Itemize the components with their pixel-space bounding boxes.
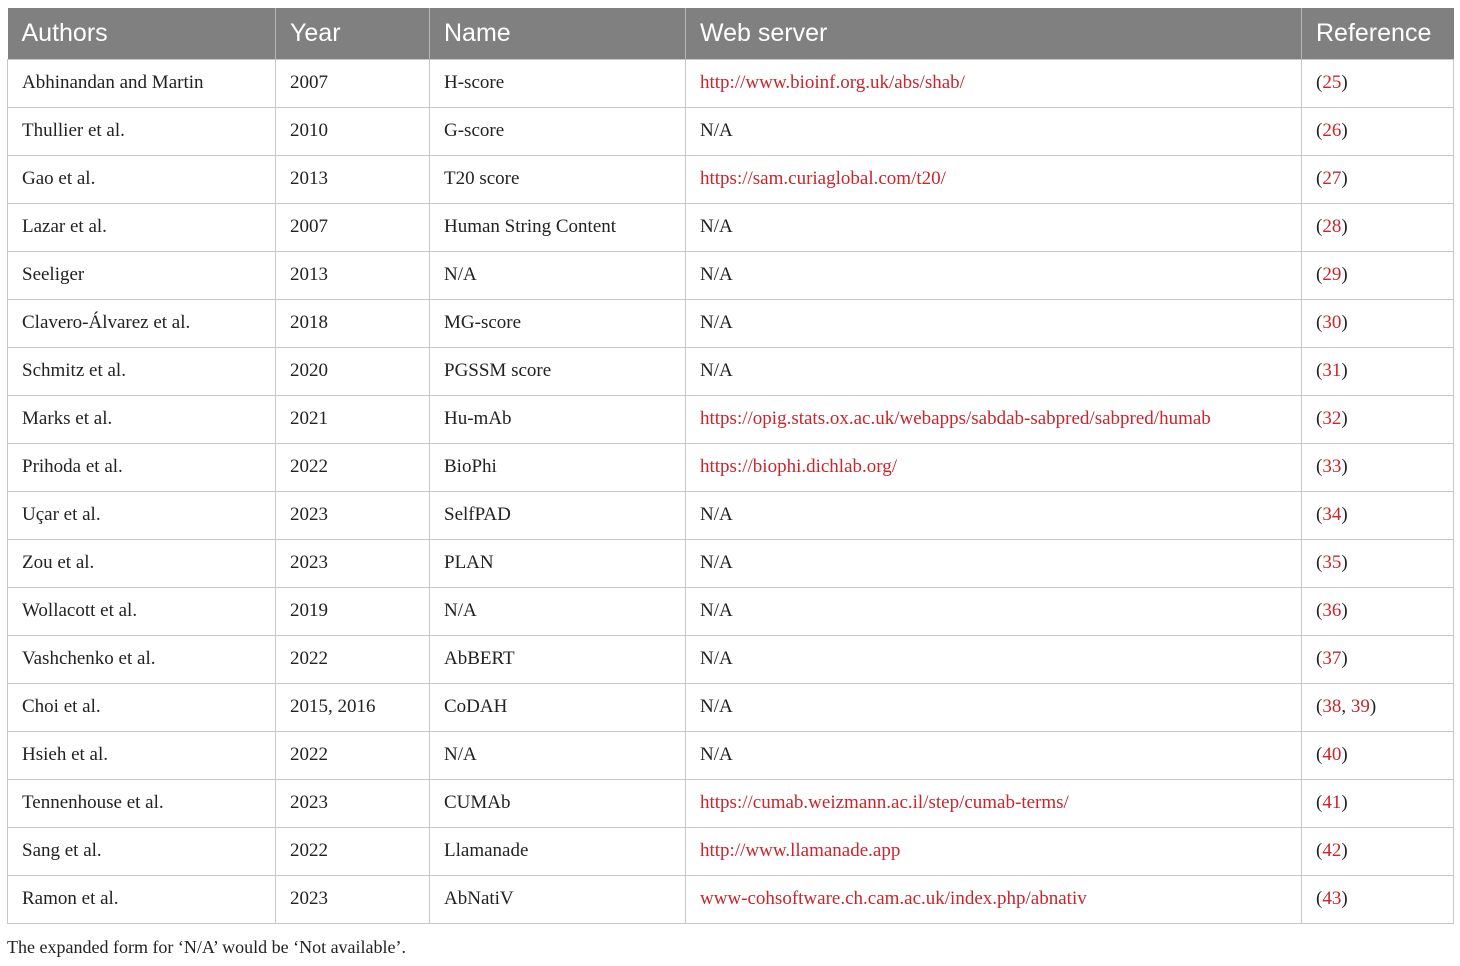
cell-web-server-link[interactable]: https://sam.curiaglobal.com/t20/ xyxy=(686,155,1302,203)
table-row xyxy=(8,683,1454,731)
cell-reference: (26) xyxy=(1302,107,1454,155)
cell-web-server: N/A xyxy=(686,539,1302,587)
cell-name: PLAN xyxy=(430,539,686,587)
cell-name: CoDAH xyxy=(430,683,686,731)
header-year: Year xyxy=(276,8,430,59)
reference-link[interactable]: 42 xyxy=(1322,840,1342,861)
cell-authors: Lazar et al. xyxy=(8,203,276,251)
cell-authors: Zou et al. xyxy=(8,539,276,587)
table-row xyxy=(8,779,1454,827)
reference-link[interactable]: 32 xyxy=(1322,408,1342,429)
cell-reference: (36) xyxy=(1302,587,1454,635)
table-container xyxy=(7,8,1453,924)
table-row xyxy=(8,203,1454,251)
cell-name: N/A xyxy=(430,587,686,635)
table-row xyxy=(8,59,1454,107)
reference-link[interactable]: 28 xyxy=(1322,216,1342,237)
cell-web-server: N/A xyxy=(686,107,1302,155)
cell-reference: (35) xyxy=(1302,539,1454,587)
cell-name: Llamanade xyxy=(430,827,686,875)
table-row xyxy=(8,443,1454,491)
cell-web-server: N/A xyxy=(686,635,1302,683)
cell-year: 2022 xyxy=(276,635,430,683)
cell-year: 2013 xyxy=(276,155,430,203)
table-row xyxy=(8,875,1454,923)
cell-name: AbNatiV xyxy=(430,875,686,923)
header-reference: Reference xyxy=(1302,8,1454,59)
reference-link[interactable]: 33 xyxy=(1322,456,1342,477)
reference-link[interactable]: 36 xyxy=(1322,600,1342,621)
cell-reference: (42) xyxy=(1302,827,1454,875)
table-row xyxy=(8,539,1454,587)
cell-reference: (43) xyxy=(1302,875,1454,923)
table-row xyxy=(8,587,1454,635)
cell-authors: Abhinandan and Martin xyxy=(8,59,276,107)
methods-table xyxy=(7,8,1454,924)
cell-authors: Prihoda et al. xyxy=(8,443,276,491)
header-web-server: Web server xyxy=(686,8,1302,59)
cell-name: N/A xyxy=(430,251,686,299)
cell-year: 2010 xyxy=(276,107,430,155)
cell-reference: (27) xyxy=(1302,155,1454,203)
reference-link[interactable]: 40 xyxy=(1322,744,1342,765)
table-row xyxy=(8,827,1454,875)
cell-web-server-link[interactable]: https://opig.stats.ox.ac.uk/webapps/sabdab-sabpred/sabpred/humab xyxy=(686,395,1302,443)
cell-name: AbBERT xyxy=(430,635,686,683)
cell-authors: Schmitz et al. xyxy=(8,347,276,395)
cell-authors: Thullier et al. xyxy=(8,107,276,155)
cell-authors: Seeliger xyxy=(8,251,276,299)
cell-web-server-link[interactable]: http://www.llamanade.app xyxy=(686,827,1302,875)
cell-name: G-score xyxy=(430,107,686,155)
reference-link[interactable]: 37 xyxy=(1322,648,1342,669)
cell-web-server: N/A xyxy=(686,251,1302,299)
reference-link[interactable]: 29 xyxy=(1322,264,1342,285)
table-row xyxy=(8,347,1454,395)
cell-name: SelfPAD xyxy=(430,491,686,539)
cell-authors: Clavero-Álvarez et al. xyxy=(8,299,276,347)
cell-reference: (41) xyxy=(1302,779,1454,827)
cell-name: H-score xyxy=(430,59,686,107)
cell-authors: Hsieh et al. xyxy=(8,731,276,779)
reference-link[interactable]: 39 xyxy=(1350,696,1370,717)
cell-authors: Vashchenko et al. xyxy=(8,635,276,683)
header-name: Name xyxy=(430,8,686,59)
cell-year: 2020 xyxy=(276,347,430,395)
cell-year: 2023 xyxy=(276,539,430,587)
cell-name: PGSSM score xyxy=(430,347,686,395)
cell-authors: Choi et al. xyxy=(8,683,276,731)
cell-name: Hu-mAb xyxy=(430,395,686,443)
cell-year: 2007 xyxy=(276,59,430,107)
cell-year: 2022 xyxy=(276,827,430,875)
reference-link[interactable]: 26 xyxy=(1322,120,1342,141)
cell-name: BioPhi xyxy=(430,443,686,491)
cell-name: CUMAb xyxy=(430,779,686,827)
cell-reference: (37) xyxy=(1302,635,1454,683)
reference-link[interactable]: 38 xyxy=(1322,696,1342,717)
cell-authors: Ramon et al. xyxy=(8,875,276,923)
cell-year: 2021 xyxy=(276,395,430,443)
cell-authors: Wollacott et al. xyxy=(8,587,276,635)
cell-authors: Gao et al. xyxy=(8,155,276,203)
cell-year: 2018 xyxy=(276,299,430,347)
cell-reference: (29) xyxy=(1302,251,1454,299)
reference-link[interactable]: 35 xyxy=(1322,552,1342,573)
reference-link[interactable]: 30 xyxy=(1322,312,1342,333)
reference-link[interactable]: 31 xyxy=(1322,360,1342,381)
cell-web-server: N/A xyxy=(686,731,1302,779)
cell-web-server-link[interactable]: https://biophi.dichlab.org/ xyxy=(686,443,1302,491)
table-row xyxy=(8,491,1454,539)
cell-name: MG-score xyxy=(430,299,686,347)
cell-authors: Sang et al. xyxy=(8,827,276,875)
cell-year: 2022 xyxy=(276,731,430,779)
table-body xyxy=(8,59,1454,923)
cell-year: 2023 xyxy=(276,779,430,827)
cell-reference: (40) xyxy=(1302,731,1454,779)
cell-year: 2023 xyxy=(276,875,430,923)
cell-web-server: N/A xyxy=(686,299,1302,347)
header-authors: Authors xyxy=(8,8,276,59)
table-row xyxy=(8,155,1454,203)
cell-reference: (32) xyxy=(1302,395,1454,443)
cell-year: 2022 xyxy=(276,443,430,491)
cell-reference: (34) xyxy=(1302,491,1454,539)
reference-link[interactable]: 27 xyxy=(1322,168,1342,189)
cell-web-server-link[interactable]: www-cohsoftware.ch.cam.ac.uk/index.php/abnativ xyxy=(686,875,1302,923)
cell-year: 2007 xyxy=(276,203,430,251)
cell-reference: (28) xyxy=(1302,203,1454,251)
cell-reference: (30) xyxy=(1302,299,1454,347)
table-row xyxy=(8,299,1454,347)
table-row xyxy=(8,731,1454,779)
reference-link[interactable]: 34 xyxy=(1322,504,1342,525)
table-row xyxy=(8,395,1454,443)
cell-web-server: N/A xyxy=(686,347,1302,395)
cell-authors: Tennenhouse et al. xyxy=(8,779,276,827)
cell-web-server-link[interactable]: https://cumab.weizmann.ac.il/step/cumab-terms/ xyxy=(686,779,1302,827)
cell-name: N/A xyxy=(430,731,686,779)
cell-year: 2015, 2016 xyxy=(276,683,430,731)
table-row xyxy=(8,635,1454,683)
cell-reference: (33) xyxy=(1302,443,1454,491)
cell-web-server: N/A xyxy=(686,683,1302,731)
cell-reference: (38, 39) xyxy=(1302,683,1454,731)
table-footnote: The expanded form for ‘N/A’ would be ‘Not available’. xyxy=(7,937,407,957)
cell-name: T20 score xyxy=(430,155,686,203)
reference-link[interactable]: 43 xyxy=(1322,888,1342,909)
cell-authors: Marks et al. xyxy=(8,395,276,443)
cell-reference: (25) xyxy=(1302,59,1454,107)
cell-web-server: N/A xyxy=(686,203,1302,251)
cell-web-server-link[interactable]: http://www.bioinf.org.uk/abs/shab/ xyxy=(686,59,1302,107)
table-row xyxy=(8,251,1454,299)
cell-year: 2019 xyxy=(276,587,430,635)
cell-web-server: N/A xyxy=(686,491,1302,539)
cell-reference: (31) xyxy=(1302,347,1454,395)
cell-year: 2013 xyxy=(276,251,430,299)
cell-web-server: N/A xyxy=(686,587,1302,635)
header-row xyxy=(8,8,1454,59)
cell-authors: Uçar et al. xyxy=(8,491,276,539)
reference-link[interactable]: 41 xyxy=(1322,792,1342,813)
reference-link[interactable]: 25 xyxy=(1322,72,1342,93)
cell-year: 2023 xyxy=(276,491,430,539)
table-row xyxy=(8,107,1454,155)
cell-name: Human String Content xyxy=(430,203,686,251)
